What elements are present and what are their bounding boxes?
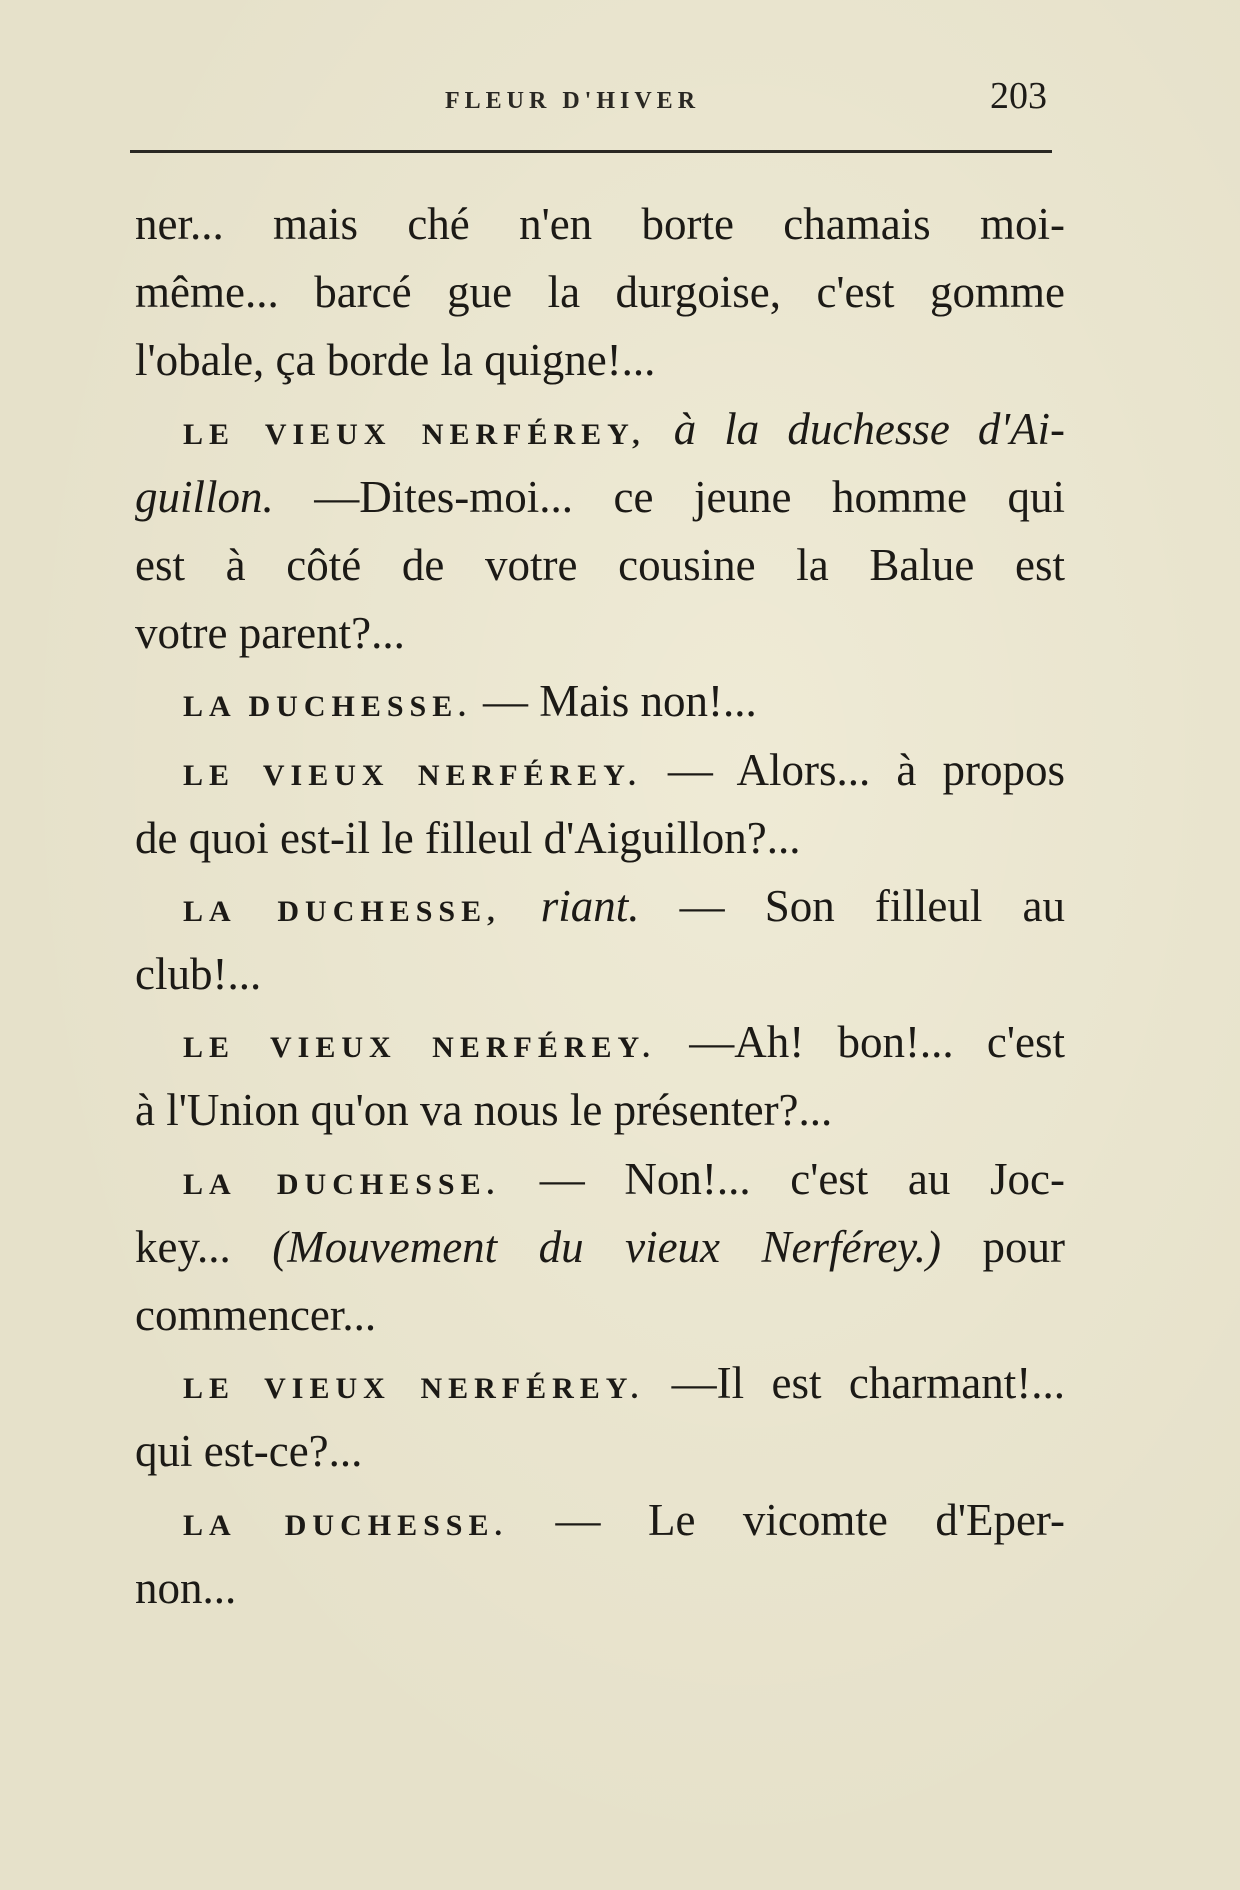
speech-text: —Dites-moi... ce jeune homme qui — [314, 471, 1066, 522]
speech-text: —Ah! bon!... c'est — [689, 1017, 1066, 1068]
speech-text: — Mais non!... — [483, 676, 757, 727]
page-number: 203 — [990, 75, 1047, 117]
speech-line — [135, 1008, 1065, 1076]
text-line: même... barcé gue la durgoise, c'est gomme — [135, 267, 1065, 318]
speaker-name: LE VIEUX NERFÉREY. — [183, 1372, 645, 1406]
text-line: non... — [135, 1562, 237, 1613]
speech-line — [135, 1145, 1065, 1213]
speaker-name: LE VIEUX NERFÉREY. — [183, 1031, 656, 1065]
text-line: de quoi est-il le filleul d'Aiguillon?... — [135, 812, 801, 863]
text-line: votre parent?... — [135, 608, 405, 659]
speech-text: — Alors... à propos — [667, 744, 1065, 795]
speech-text: — Le vicomte d'Eper- — [555, 1494, 1066, 1545]
stage-direction: guillon. — [135, 471, 274, 522]
speech-line — [135, 463, 1065, 531]
text-line: à l'Union qu'on va nous le présenter?... — [135, 1085, 833, 1136]
speaker-name: LE VIEUX NERFÉREY, — [183, 417, 646, 451]
speech-text: — Non!... c'est au Joc- — [539, 1153, 1065, 1204]
speaker-name: LA DUCHESSE. — [183, 1508, 508, 1542]
speech-line — [135, 1349, 1065, 1417]
stage-direction: (Mouvement du vieux Nerférey.) — [272, 1221, 942, 1272]
speech-text: — Son filleul au — [679, 880, 1065, 931]
speech-line — [135, 395, 1065, 463]
text-line: l'obale, ça borde la quigne!... — [135, 335, 656, 386]
speaker-name: LA DUCHESSE, — [183, 894, 501, 928]
stage-direction: à la duchesse d'Ai- — [673, 403, 1066, 454]
text-line: ner... mais ché n'en borte chamais moi- — [135, 199, 1065, 249]
speaker-name: LA DUCHESSE. — [183, 1167, 501, 1201]
running-title: FLEUR D'HIVER — [445, 88, 701, 114]
speech-line — [135, 1213, 1065, 1281]
speaker-name: LA DUCHESSE. — [183, 690, 472, 724]
stage-direction: riant. — [540, 880, 640, 931]
speech-line — [135, 872, 1065, 940]
speech-line — [135, 667, 1065, 735]
speech-text: pour — [982, 1221, 1065, 1272]
text-line: qui est-ce?... — [135, 1426, 363, 1477]
speaker-name: LE VIEUX NERFÉREY. — [183, 758, 642, 792]
speech-text: —Il est charmant!... — [671, 1358, 1065, 1409]
text-line: commencer... — [135, 1290, 377, 1340]
speech-line — [135, 1486, 1065, 1554]
text-line: est à côté de votre cousine la Balue est — [135, 539, 1065, 590]
dialogue-text — [135, 190, 1065, 1622]
speech-line — [135, 736, 1065, 804]
header-rule — [130, 150, 1052, 153]
speech-text: key... — [135, 1221, 231, 1272]
text-line: club!... — [135, 949, 262, 1000]
